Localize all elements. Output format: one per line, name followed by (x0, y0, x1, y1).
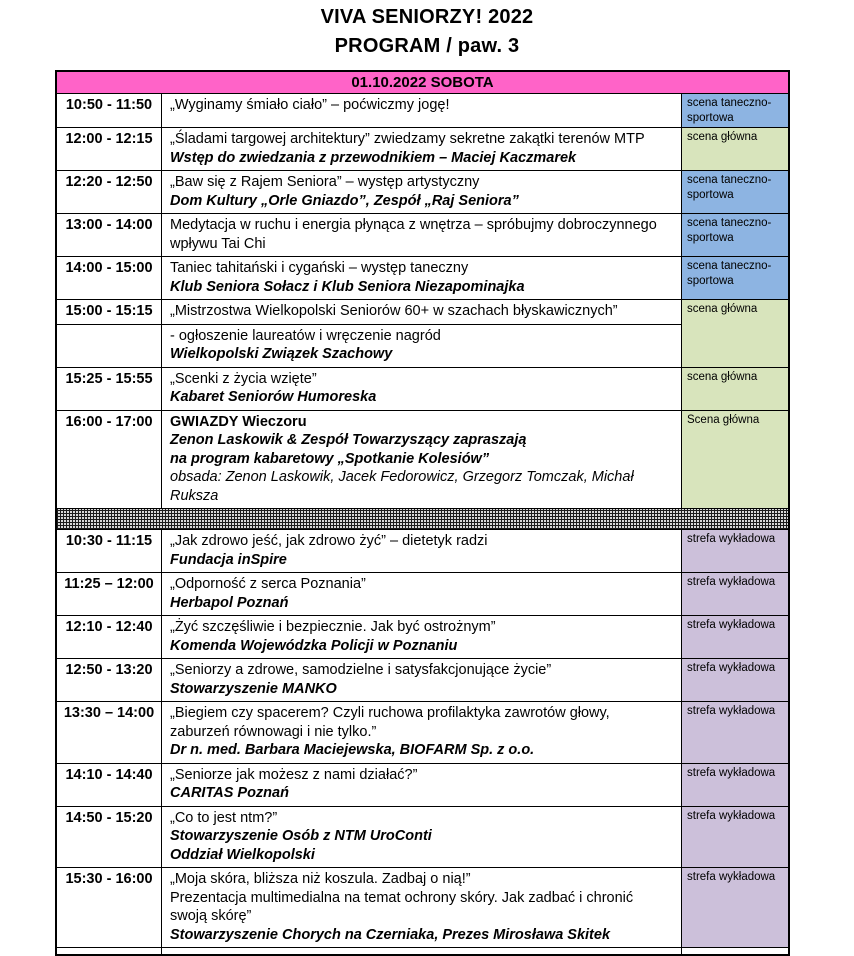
venue-cell: scena taneczno-sportowa (682, 213, 788, 256)
table-row (57, 256, 788, 299)
event-text-line: obsada: Zenon Laskowik, Jacek Fedorowicz, Grzegorz Tomczak, Michał Ruksza (170, 469, 634, 504)
time-cell: 14:50 - 15:20 (57, 806, 162, 868)
event-text-line: Wielkopolski Związek Szachowy (170, 346, 393, 362)
description-cell (162, 127, 682, 170)
event-text-line: Komenda Wojewódzka Policji w Poznaniu (170, 637, 458, 654)
event-text-line: Fundacja inSpire (170, 551, 287, 568)
venue-cell: Scena główna (682, 410, 788, 509)
description-cell (162, 410, 682, 509)
time-cell: 13:30 – 14:00 (57, 701, 162, 763)
event-text-line: „Jak zdrowo jeść, jak zdrowo żyć” – dietetyk radzi (170, 533, 488, 549)
time-cell: 14:10 - 14:40 (57, 763, 162, 806)
venue-cell: strefa wykładowa (682, 806, 788, 868)
venue-cell: scena główna (682, 367, 788, 410)
time-cell: 12:10 - 12:40 (57, 615, 162, 658)
venue-cell (682, 324, 788, 367)
event-text-line: Oddział Wielkopolski (170, 846, 315, 863)
event-text-line: Prezentacja multimedialna na temat ochrony skóry. Jak zadbać i chronić swoją skórę” (170, 889, 634, 924)
time-cell: 13:00 - 14:00 (57, 213, 162, 256)
event-text-line: Taniec tahitański i cygański – występ taneczny (170, 260, 469, 276)
description-cell (162, 701, 682, 763)
event-text-line: „Scenki z życia wzięte” (170, 370, 317, 387)
description-cell (162, 170, 682, 213)
venue-cell: strefa wykładowa (682, 763, 788, 806)
venue-cell: strefa wykładowa (682, 658, 788, 701)
schedule-rows (57, 94, 788, 947)
venue-cell: scena taneczno-sportowa (682, 256, 788, 299)
page-subtitle: PROGRAM / paw. 3 (334, 35, 520, 57)
description-cell (162, 324, 682, 367)
event-text-line: Stowarzyszenie Chorych na Czerniaka, Prezes Mirosława Skitek (170, 926, 611, 943)
venue-cell: scena główna (682, 127, 788, 170)
event-text-line: CARITAS Poznań (170, 785, 289, 801)
table-row (57, 170, 788, 213)
description-cell (162, 213, 682, 256)
event-text-line: - ogłoszenie laureatów i wręczenie nagród (170, 327, 441, 344)
table-row (57, 867, 788, 947)
event-text-line: „Moja skóra, bliższa niż koszula. Zadbaj o nią!” (170, 871, 471, 887)
event-text-line: Dr n. med. Barbara Maciejewska, BIOFARM Sp. z o.o. (170, 742, 535, 758)
description-cell (162, 867, 682, 947)
time-cell: 16:00 - 17:00 (57, 410, 162, 509)
event-text-line: na program kabaretowy „Spotkanie Kolesiów” (170, 450, 490, 467)
venue-cell: scena taneczno-sportowa (682, 170, 788, 213)
event-text-line: Wstęp do zwiedzania z przewodnikiem – Maciej Kaczmarek (170, 149, 577, 166)
table-row (57, 367, 788, 410)
time-cell: 12:20 - 12:50 (57, 170, 162, 213)
table-row (57, 410, 788, 509)
event-text-line: „Śladami targowej architektury” zwiedzamy sekretne zakątki terenów MTP (170, 131, 645, 147)
description-cell (162, 94, 682, 127)
time-cell: 14:00 - 15:00 (57, 256, 162, 299)
event-text-line: Medytacja w ruchu i energia płynąca z wnętrza – spróbujmy dobroczynnego wpływu Tai Chi (170, 217, 657, 252)
description-cell (162, 763, 682, 806)
description-cell (162, 658, 682, 701)
event-text-line: Klub Seniora Sołacz i Klub Seniora Niezapominajka (170, 278, 525, 295)
page-title: VIVA SENIORZY! 2022 (320, 6, 534, 28)
event-text-line: „Odporność z serca Poznania” (170, 576, 366, 592)
time-cell: 12:50 - 13:20 (57, 658, 162, 701)
table-row (57, 94, 788, 127)
time-cell: 15:00 - 15:15 (57, 299, 162, 324)
time-cell (57, 324, 162, 367)
time-cell: 15:25 - 15:55 (57, 367, 162, 410)
table-row (57, 763, 788, 806)
event-text-line: „Żyć szczęśliwie i bezpiecznie. Jak być ostrożnym” (170, 619, 496, 635)
description-cell (162, 367, 682, 410)
event-text-line: „Wyginamy śmiało ciało” – poćwiczmy jogę! (170, 97, 450, 113)
event-text-line: GWIAZDY Wieczoru (170, 413, 307, 430)
table-row (57, 658, 788, 701)
venue-cell: strefa wykładowa (682, 701, 788, 763)
table-row (57, 127, 788, 170)
event-text-line: Kabaret Seniorów Humoreska (170, 389, 377, 405)
description-cell (162, 947, 682, 954)
event-text-line: Zenon Laskowik & Zespół Towarzyszący zapraszają (170, 432, 527, 448)
table-row (57, 529, 788, 572)
table-row (57, 701, 788, 763)
event-text-line: Dom Kultury „Orle Gniazdo”, Zespół „Raj Seniora” (170, 192, 519, 209)
time-cell: 12:00 - 12:15 (57, 127, 162, 170)
venue-cell: strefa wykładowa (682, 572, 788, 615)
table-row (57, 324, 788, 367)
date-header: 01.10.2022 SOBOTA (57, 72, 788, 94)
venue-cell: strefa wykładowa (682, 529, 788, 572)
time-cell: 11:25 – 12:00 (57, 572, 162, 615)
event-text-line: „Baw się z Rajem Seniora” – występ artystyczny (170, 174, 480, 190)
event-text-line: Herbapol Poznań (170, 594, 289, 611)
table-row (57, 806, 788, 868)
description-cell (162, 256, 682, 299)
event-text-line: „Biegiem czy spacerem? Czyli ruchowa profilaktyka zawrotów głowy, zaburzeń równowagi i nie tylko.” (170, 705, 610, 740)
event-text-line: „Seniorzy a zdrowe, samodzielne i satysfakcjonujące życie” (170, 662, 552, 678)
section-separator (57, 508, 788, 529)
description-cell (162, 299, 682, 324)
description-cell (162, 615, 682, 658)
time-cell: 10:30 - 11:15 (57, 529, 162, 572)
event-text-line: „Seniorze jak możesz z nami działać?” (170, 766, 418, 783)
table-row (57, 299, 788, 324)
time-cell: 15:30 - 16:00 (57, 867, 162, 947)
page-header (0, 0, 854, 61)
description-cell (162, 806, 682, 868)
event-text-line: „Mistrzostwa Wielkopolski Seniorów 60+ w szachach błyskawicznych” (170, 303, 618, 319)
time-cell (57, 947, 162, 954)
description-cell (162, 529, 682, 572)
venue-cell: strefa wykładowa (682, 867, 788, 947)
event-text-line: „Co to jest ntm?” (170, 809, 278, 826)
venue-cell: scena główna (682, 299, 788, 324)
table-row (57, 572, 788, 615)
description-cell (162, 572, 682, 615)
time-cell: 10:50 - 11:50 (57, 94, 162, 127)
schedule-table (55, 70, 790, 956)
venue-cell (682, 947, 788, 954)
venue-cell: strefa wykładowa (682, 615, 788, 658)
venue-cell: scena taneczno-sportowa (682, 94, 788, 127)
table-row (57, 615, 788, 658)
table-row (57, 213, 788, 256)
cut-off-next-row (57, 947, 788, 954)
event-text-line: Stowarzyszenie MANKO (170, 680, 337, 697)
event-text-line: Stowarzyszenie Osób z NTM UroConti (170, 828, 432, 844)
